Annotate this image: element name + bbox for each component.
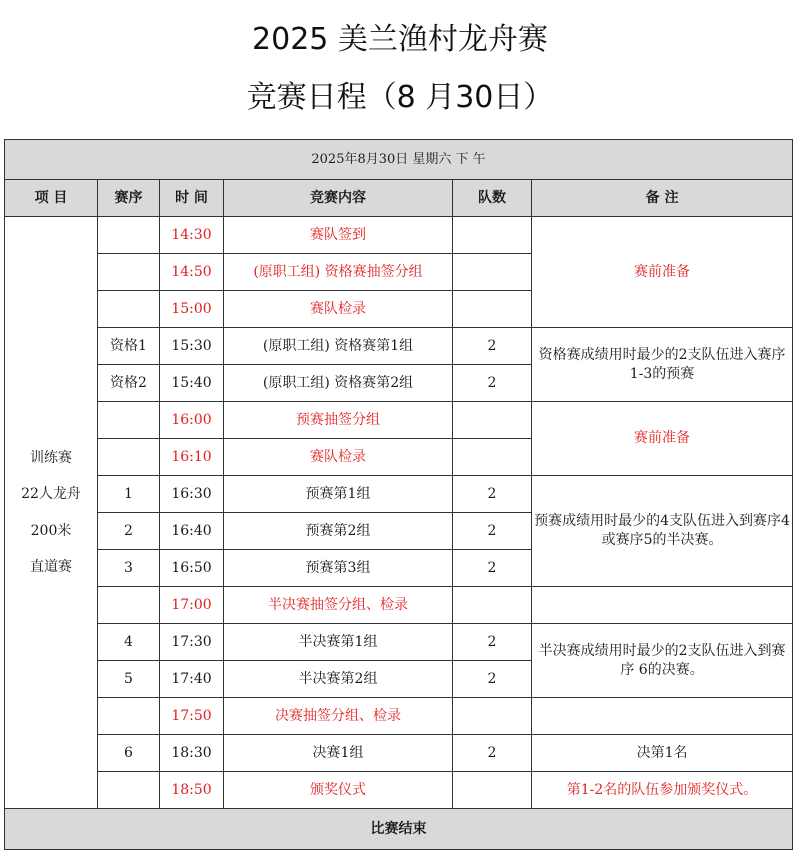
teams-cell bbox=[453, 402, 532, 439]
event-line: 22人龙舟 bbox=[21, 486, 81, 503]
time-cell: 15:00 bbox=[160, 291, 224, 328]
seq-cell: 2 bbox=[98, 513, 160, 550]
time-cell: 14:50 bbox=[160, 254, 224, 291]
table-row bbox=[5, 217, 793, 254]
content-cell: 半决赛第1组 bbox=[224, 624, 453, 661]
content-cell: 预赛抽签分组 bbox=[224, 402, 453, 439]
time-cell: 17:00 bbox=[160, 587, 224, 624]
table-row bbox=[5, 587, 793, 624]
note-cell: 赛前准备 bbox=[532, 402, 793, 476]
seq-cell bbox=[98, 587, 160, 624]
content-cell: 决赛抽签分组、检录 bbox=[224, 698, 453, 735]
content-cell: (原职工组) 资格赛抽签分组 bbox=[224, 254, 453, 291]
content-cell: (原职工组) 资格赛第2组 bbox=[224, 365, 453, 402]
schedule-table bbox=[4, 139, 793, 850]
seq-cell bbox=[98, 698, 160, 735]
seq-cell: 3 bbox=[98, 550, 160, 587]
seq-cell: 5 bbox=[98, 661, 160, 698]
event-line: 训练赛 bbox=[30, 449, 72, 466]
table-row bbox=[5, 735, 793, 772]
note-cell bbox=[532, 698, 793, 735]
note-cell: 资格赛成绩用时最少的2支队伍进入赛序1-3的预赛 bbox=[532, 328, 793, 402]
event-cell bbox=[5, 217, 98, 809]
content-cell: 半决赛抽签分组、检录 bbox=[224, 587, 453, 624]
teams-cell: 2 bbox=[453, 735, 532, 772]
teams-cell bbox=[453, 439, 532, 476]
date-banner: 2025年8月30日 星期六 下 午 bbox=[5, 140, 793, 180]
table-row bbox=[5, 772, 793, 809]
time-cell: 16:40 bbox=[160, 513, 224, 550]
teams-cell bbox=[453, 587, 532, 624]
seq-cell: 资格1 bbox=[98, 328, 160, 365]
table-row bbox=[5, 328, 793, 365]
teams-cell: 2 bbox=[453, 661, 532, 698]
note-cell: 第1-2名的队伍参加颁奖仪式。 bbox=[532, 772, 793, 809]
note-cell: 预赛成绩用时最少的4支队伍进入到赛序4或赛序5的半决赛。 bbox=[532, 476, 793, 587]
time-cell: 16:30 bbox=[160, 476, 224, 513]
page-title: 2025 美兰渔村龙舟赛 bbox=[252, 22, 548, 57]
content-cell: (原职工组) 资格赛第1组 bbox=[224, 328, 453, 365]
time-cell: 14:30 bbox=[160, 217, 224, 254]
event-line: 直道赛 bbox=[30, 558, 72, 575]
header-item: 项 目 bbox=[5, 180, 98, 217]
seq-cell: 资格2 bbox=[98, 365, 160, 402]
seq-cell: 1 bbox=[98, 476, 160, 513]
header-content: 竞赛内容 bbox=[224, 180, 453, 217]
page-subtitle: 竞赛日程（8 月30日） bbox=[246, 80, 554, 115]
teams-cell: 2 bbox=[453, 513, 532, 550]
content-cell: 赛队签到 bbox=[224, 217, 453, 254]
teams-cell: 2 bbox=[453, 365, 532, 402]
content-cell: 决赛1组 bbox=[224, 735, 453, 772]
time-cell: 15:40 bbox=[160, 365, 224, 402]
time-cell: 17:50 bbox=[160, 698, 224, 735]
event-line: 200米 bbox=[30, 522, 72, 539]
teams-cell: 2 bbox=[453, 328, 532, 365]
note-cell: 半决赛成绩用时最少的2支队伍进入到赛序 6的决赛。 bbox=[532, 624, 793, 698]
time-cell: 17:30 bbox=[160, 624, 224, 661]
content-cell: 预赛第2组 bbox=[224, 513, 453, 550]
time-cell: 15:30 bbox=[160, 328, 224, 365]
footer-cell: 比赛结束 bbox=[5, 809, 793, 850]
content-cell: 颁奖仪式 bbox=[224, 772, 453, 809]
teams-cell bbox=[453, 291, 532, 328]
teams-cell bbox=[453, 772, 532, 809]
time-cell: 18:30 bbox=[160, 735, 224, 772]
teams-cell: 2 bbox=[453, 624, 532, 661]
date-banner-row bbox=[5, 140, 793, 180]
table-row bbox=[5, 476, 793, 513]
teams-cell: 2 bbox=[453, 550, 532, 587]
time-cell: 16:50 bbox=[160, 550, 224, 587]
table-row bbox=[5, 698, 793, 735]
header-teams: 队数 bbox=[453, 180, 532, 217]
seq-cell bbox=[98, 217, 160, 254]
header-note: 备 注 bbox=[532, 180, 793, 217]
content-cell: 半决赛第2组 bbox=[224, 661, 453, 698]
seq-cell bbox=[98, 439, 160, 476]
time-cell: 16:10 bbox=[160, 439, 224, 476]
content-cell: 赛队检录 bbox=[224, 291, 453, 328]
content-cell: 预赛第1组 bbox=[224, 476, 453, 513]
table-row bbox=[5, 402, 793, 439]
teams-cell bbox=[453, 254, 532, 291]
seq-cell bbox=[98, 402, 160, 439]
teams-cell bbox=[453, 698, 532, 735]
table-row bbox=[5, 624, 793, 661]
header-row bbox=[5, 180, 793, 217]
content-cell: 赛队检录 bbox=[224, 439, 453, 476]
time-cell: 18:50 bbox=[160, 772, 224, 809]
header-seq: 赛序 bbox=[98, 180, 160, 217]
teams-cell bbox=[453, 217, 532, 254]
note-cell: 决第1名 bbox=[532, 735, 793, 772]
header-time: 时 间 bbox=[160, 180, 224, 217]
seq-cell bbox=[98, 291, 160, 328]
seq-cell bbox=[98, 772, 160, 809]
time-cell: 16:00 bbox=[160, 402, 224, 439]
note-cell: 赛前准备 bbox=[532, 217, 793, 328]
seq-cell bbox=[98, 254, 160, 291]
teams-cell: 2 bbox=[453, 476, 532, 513]
footer-row bbox=[5, 809, 793, 850]
seq-cell: 4 bbox=[98, 624, 160, 661]
content-cell: 预赛第3组 bbox=[224, 550, 453, 587]
note-cell bbox=[532, 587, 793, 624]
time-cell: 17:40 bbox=[160, 661, 224, 698]
seq-cell: 6 bbox=[98, 735, 160, 772]
